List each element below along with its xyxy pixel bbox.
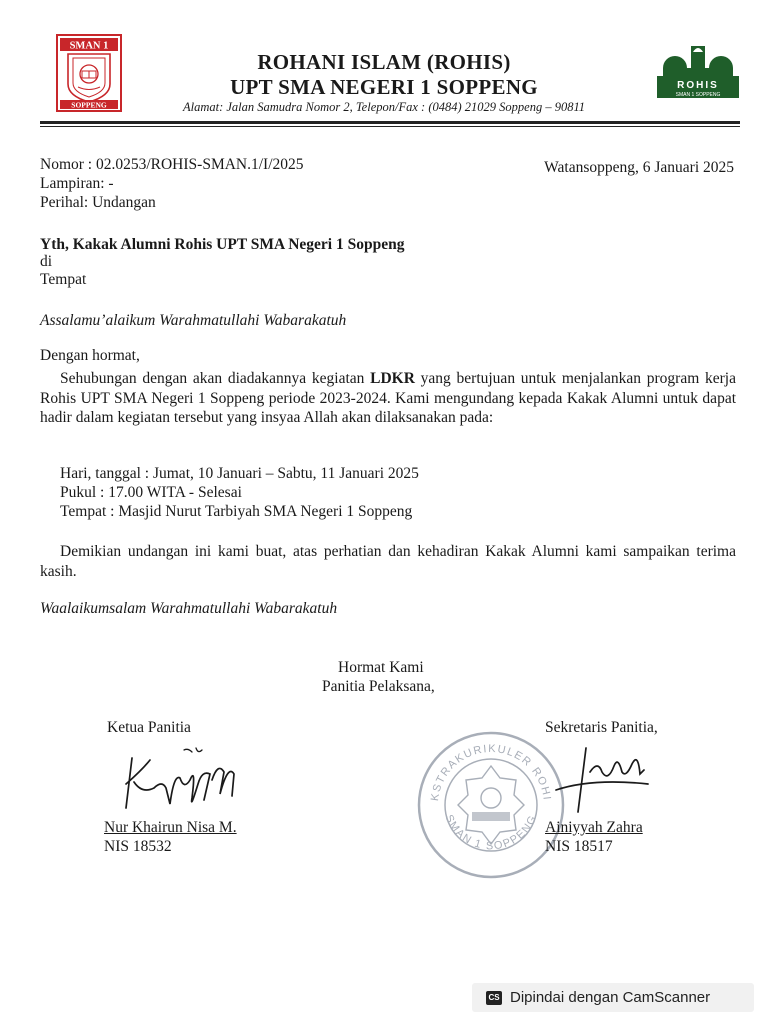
header-rule-thin <box>40 126 740 127</box>
greeting: Dengan hormat, <box>40 347 140 364</box>
hormat-kami: Hormat Kami <box>338 659 424 676</box>
p1-before: Sehubungan dengan akan diadakannya kegiatan <box>60 370 371 387</box>
secretary-role: Sekretaris Panitia, <box>545 719 658 736</box>
secretary-signature <box>552 742 662 816</box>
closing-paragraph <box>40 542 736 581</box>
camscanner-icon: CS <box>486 991 502 1005</box>
header-rule-thick <box>40 121 740 124</box>
event-time: Pukul : 17.00 WITA - Selesai <box>60 484 242 501</box>
attachment: Lampiran: - <box>40 175 114 192</box>
rohis-logo <box>655 42 741 100</box>
stamp-top-text: KSTRAKURIKULER ROHI <box>429 742 553 802</box>
rohis-logo-subtext: SMAN 1 SOPPENG <box>675 92 721 98</box>
closing-text: Demikian undangan ini kami buat, atas perhatian dan kehadiran Kakak Alumni kami sampaikan terima kasih. <box>40 543 736 580</box>
event-date: Hari, tanggal : Jumat, 10 Januari – Sabtu, 11 Januari 2025 <box>60 465 419 482</box>
chair-name: Nur Khairun Nisa M. <box>104 819 237 836</box>
event-place: Tempat : Masjid Nurut Tarbiyah SMA Negeri 1 Soppeng <box>60 503 413 520</box>
stamp-bottom-text: SMAN 1 SOPPENG <box>442 812 540 853</box>
secretary-name: Ainiyyah Zahra <box>545 819 643 836</box>
recipient-di: di <box>40 253 53 270</box>
secretary-nis: NIS 18517 <box>545 838 613 855</box>
p1-event-name: LDKR <box>370 370 415 387</box>
official-stamp <box>416 730 566 880</box>
camscanner-badge <box>472 983 754 1012</box>
address-line: Alamat: Jalan Samudra Nomor 2, Telepon/Fax : (0484) 21029 Soppeng – 90811 <box>182 100 586 114</box>
chair-signature <box>120 744 250 816</box>
closing-salam: Waalaikumsalam Warahmatullahi Wabarakatuh <box>40 600 338 617</box>
panitia-pelaksana: Panitia Pelaksana, <box>322 678 435 695</box>
org-title: ROHANI ISLAM (ROHIS) <box>257 50 511 74</box>
letter-number: Nomor : 02.0253/ROHIS-SMAN.1/I/2025 <box>40 156 304 173</box>
place-date: Watansoppeng, 6 Januari 2025 <box>544 159 734 176</box>
camscanner-text: Dipindai dengan CamScanner <box>510 989 711 1006</box>
subject: Perihal: Undangan <box>40 194 156 211</box>
chair-role: Ketua Panitia <box>107 719 191 736</box>
body-paragraph-1 <box>40 369 736 428</box>
recipient-place: Tempat <box>40 271 87 288</box>
school-title: UPT SMA NEGERI 1 SOPPENG <box>230 75 538 99</box>
recipient-name: Yth, Kakak Alumni Rohis UPT SMA Negeri 1 Soppeng <box>40 236 405 253</box>
school-logo-bottom-text: SOPPENG <box>71 100 107 110</box>
opening-salam: Assalamu’alaikum Warahmatullahi Wabarakatuh <box>40 312 347 329</box>
p1-after: yang bertujuan untuk menjalankan program kerja Rohis UPT SMA Negeri 1 Soppeng periode 2023-2024. Kami mengundang kepada Kakak Alumni untuk dapat hadir dalam kegiatan tersebut yang insyaa Allah akan dilaksanakan pada: <box>40 370 736 426</box>
chair-nis: NIS 18532 <box>104 838 172 855</box>
school-logo-top-text: SMAN 1 <box>69 40 109 52</box>
rohis-logo-text: ROHIS <box>677 80 719 91</box>
